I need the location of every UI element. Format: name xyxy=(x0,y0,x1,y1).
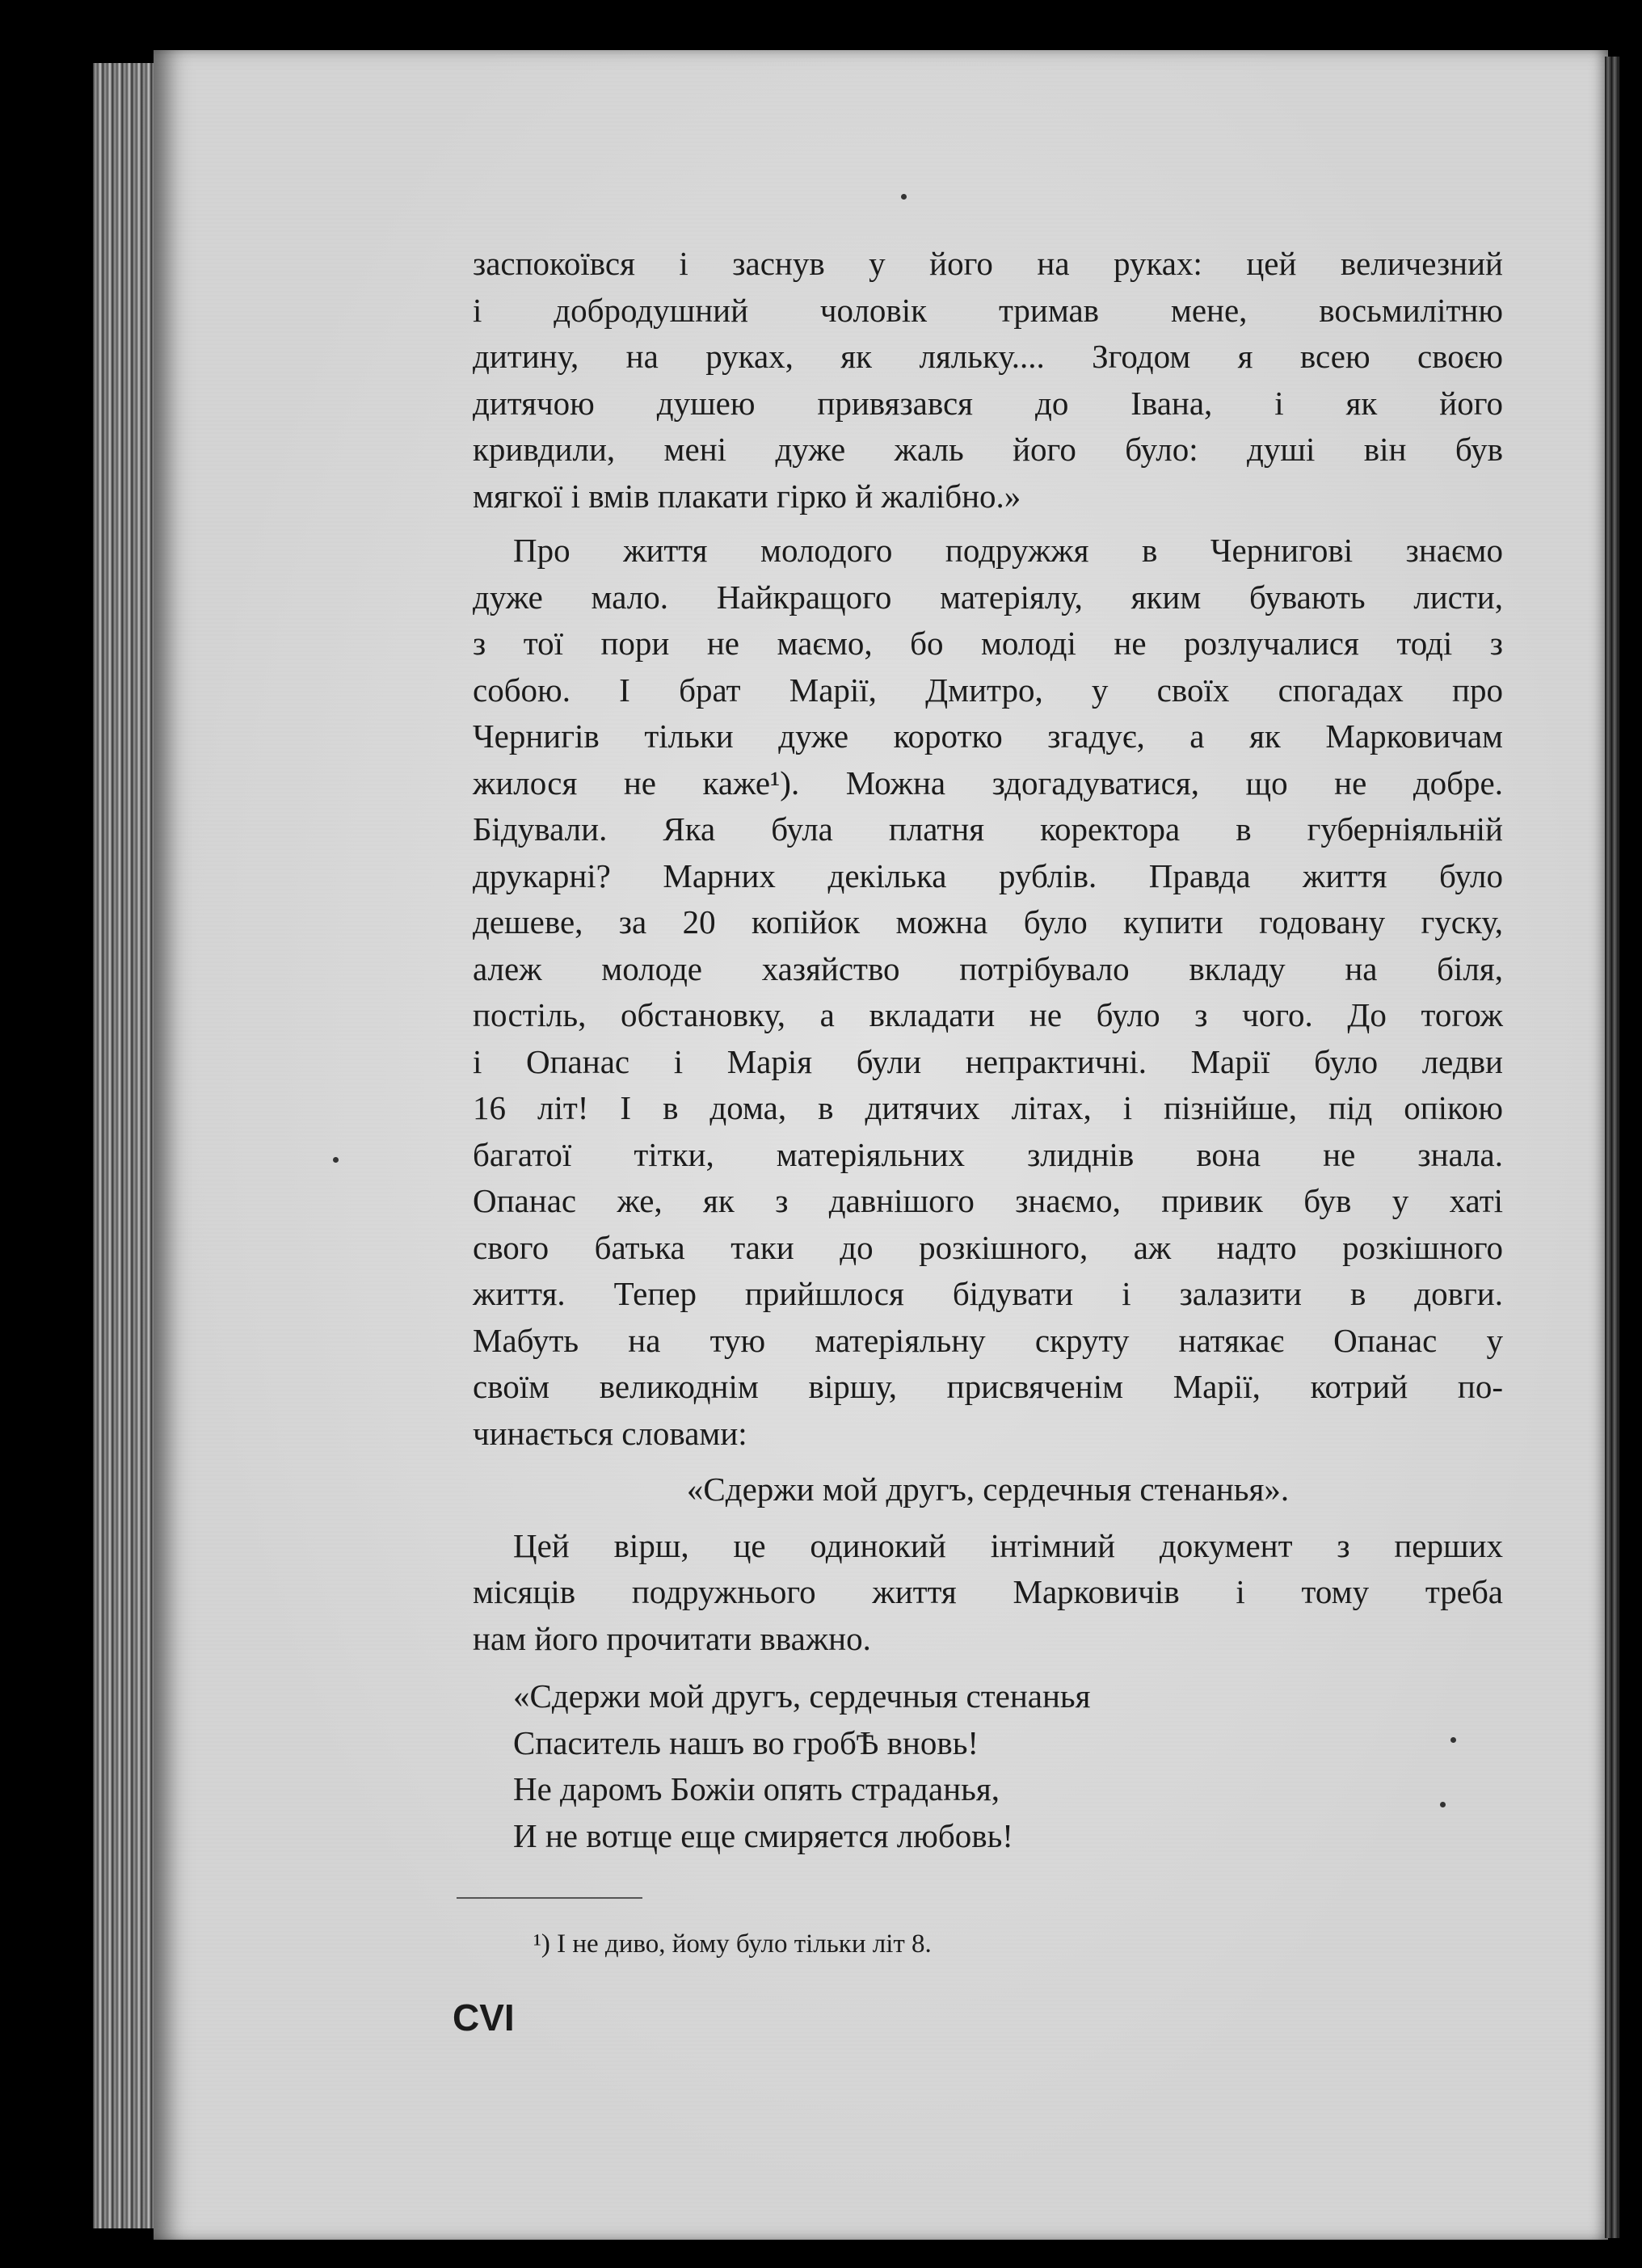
text-line: дуже мало. Найкращого матеріялу, яким бувають листи, xyxy=(473,578,1503,616)
quoted-first-line: «Сдержи мой другъ, сердечныя стенанья». xyxy=(686,1471,1290,1508)
text-line: свого батька таки до розкішного, аж надто розкішного xyxy=(473,1228,1503,1266)
verse-line: И не вотще еще смиряется любовь! xyxy=(513,1816,1013,1854)
text-line: Цей вірш, це одинокий інтімний документ з перших xyxy=(513,1526,1503,1564)
text-line: і Опанас і Марія були непрактичні. Марії було ледви xyxy=(473,1042,1503,1080)
page-number: CVI xyxy=(453,1997,515,2039)
text-line: чинається словами: xyxy=(473,1414,747,1452)
text-line: і добродушний чоловік тримав мене, восьмилітню xyxy=(473,291,1503,329)
footnote-divider xyxy=(457,1897,642,1899)
text-line: місяців подружнього життя Марковичів і тому треба xyxy=(473,1573,1503,1610)
text-line: дитину, на руках, як ляльку.... Згодом я всею своєю xyxy=(473,338,1503,375)
text-line: з тої пори не маємо, бо молоді не розлучалися тоді з xyxy=(473,625,1503,662)
text-line: собою. І брат Марії, Дмитро, у своїх спогадах про xyxy=(473,671,1503,709)
text-line: багатої тітки, матеріяльних злиднів вона не знала. xyxy=(473,1135,1503,1173)
text-line: постіль, обстановку, а вкладати не було з чого. До тогож xyxy=(473,996,1503,1033)
verse-line: «Сдержи мой другъ, сердечныя стенанья xyxy=(513,1677,1091,1715)
text-line: Мабуть на тую матеріяльну скруту натякає Опанас у xyxy=(473,1321,1503,1359)
text-line: кривдили, мені дуже жаль його було: душі він був xyxy=(473,431,1503,468)
text-line: мягкої і вмів плакати гірко й жалібно.» xyxy=(473,477,1021,515)
text-line: Бідували. Яка була платня коректора в губерніяльній xyxy=(473,810,1503,848)
text-line: Про життя молодого подружжя в Чернигові знаємо xyxy=(513,532,1503,569)
text-line: алеж молоде хазяйство потрібувало вкладу на біля, xyxy=(473,949,1503,987)
dust-speck xyxy=(901,194,907,200)
verse-line: Спаситель нашъ во гробѢ вновь! xyxy=(513,1723,979,1761)
scan-right-border xyxy=(1605,57,1619,2238)
text-line: заспокоївся і заснув у його на руках: цей величезний xyxy=(473,245,1503,282)
text-line: Опанас же, як з давнішого знаємо, привик був у хаті xyxy=(473,1182,1503,1219)
dust-speck xyxy=(333,1157,339,1163)
paragraph-2 xyxy=(473,528,1503,1457)
text-line: нам його прочитати вважно. xyxy=(473,1619,871,1657)
text-line: друкарні? Марних декілька рублів. Правда життя було xyxy=(473,856,1503,894)
text-line: життя. Тепер прийшлося бідувати і залазити в довги. xyxy=(473,1275,1503,1312)
paragraph-3 xyxy=(473,1523,1503,1663)
body-text xyxy=(473,241,1503,1859)
paragraph-1 xyxy=(473,241,1503,520)
text-line: 16 літ! І в дома, в дитячих літах, і пізнійше, під опікою xyxy=(473,1089,1503,1126)
text-line: дитячою душею привязався до Івана, і як його xyxy=(473,384,1503,422)
verse-block xyxy=(513,1673,1503,1859)
text-line: дешеве, за 20 копійок можна було купити годовану гуску, xyxy=(473,903,1503,940)
verse-line: Не даромъ Божіи опять страданья, xyxy=(513,1770,1000,1807)
text-line: Чернигів тільки дуже коротко згадує, а як Марковичам xyxy=(473,717,1503,755)
footnote: ¹) І не диво, йому було тільки літ 8. xyxy=(533,1929,932,1959)
text-line: своїм великоднім віршу, присвяченім Марії, котрий по- xyxy=(473,1368,1503,1405)
text-line: жилося не каже¹). Можна здогадуватися, що не добре. xyxy=(473,764,1503,802)
